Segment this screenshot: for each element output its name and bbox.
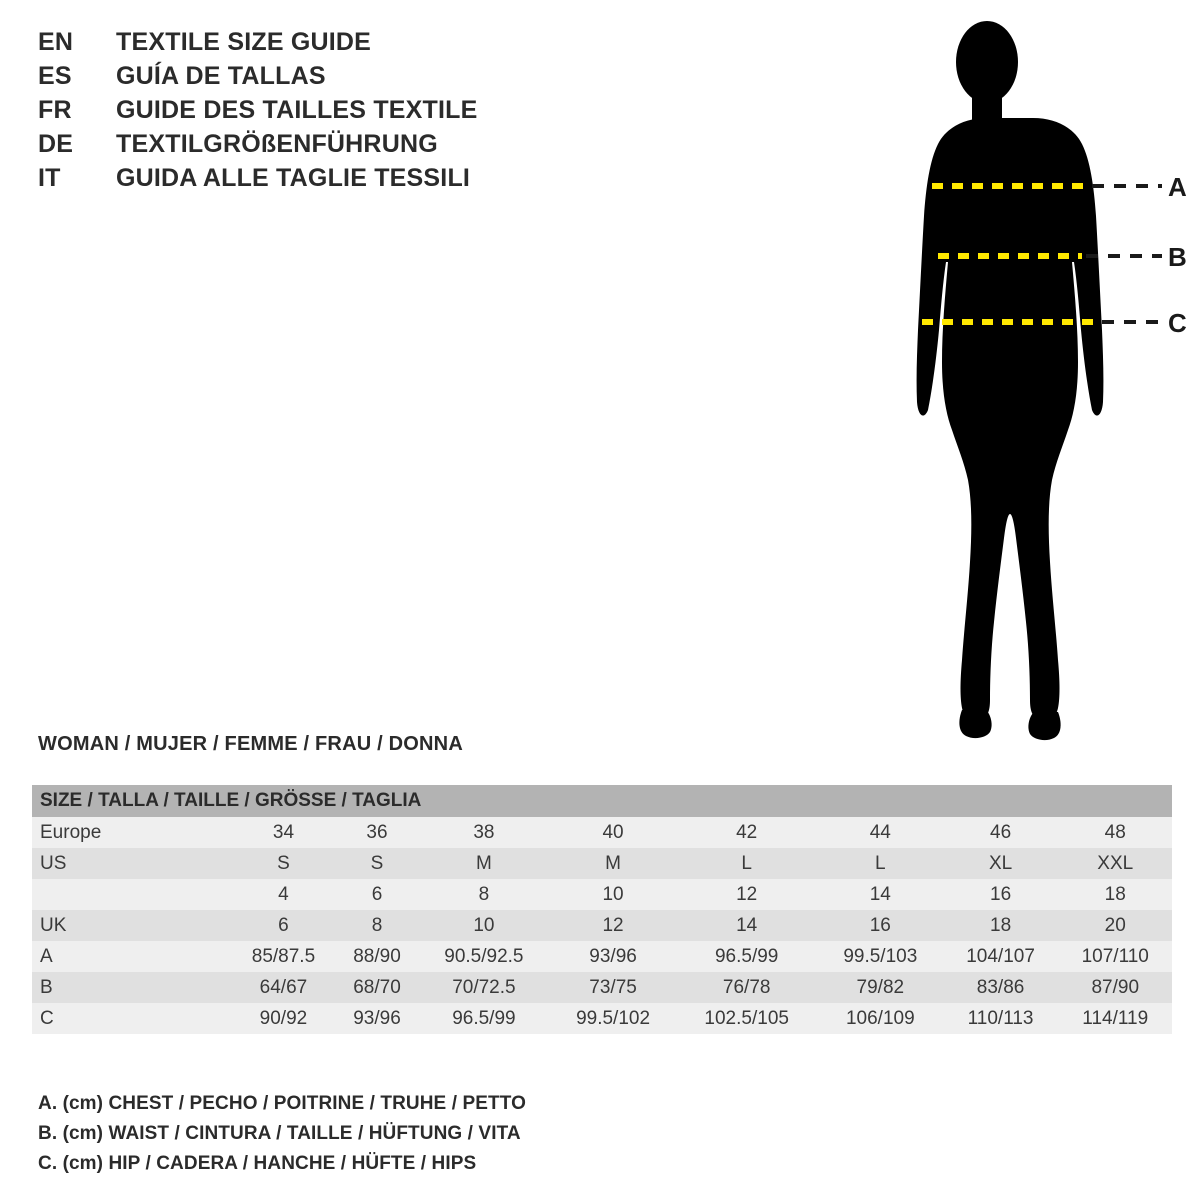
table-cell: 40 (602, 821, 624, 843)
table-cell: 114/119 (1082, 1007, 1149, 1029)
table-cell: 70/72.5 (452, 976, 516, 998)
table-cell: 8 (371, 914, 383, 936)
language-title-list (38, 28, 678, 198)
table-cell: 102.5/105 (704, 1007, 789, 1029)
table-cell: 83/86 (976, 976, 1025, 998)
table-cell: 99.5/102 (576, 1007, 651, 1029)
table-cell: 10 (602, 883, 624, 905)
row-label: A (40, 945, 53, 967)
table-cell: 14 (736, 914, 758, 936)
table-header-row (32, 785, 1172, 817)
language-row (38, 96, 678, 130)
language-code: EN (38, 28, 74, 56)
table-cell: 99.5/103 (843, 945, 918, 967)
table-cell: 6 (278, 914, 289, 936)
table-cell: 46 (990, 821, 1012, 843)
table-row (32, 817, 1172, 848)
language-row (38, 62, 678, 96)
table-cell: 20 (1104, 914, 1126, 936)
table-cell: 42 (736, 821, 758, 843)
table-cell: 79/82 (856, 976, 905, 998)
table-cell: 12 (602, 914, 624, 936)
table-cell: S (370, 852, 384, 874)
table-cell: 14 (869, 883, 891, 905)
table-cell: 87/90 (1091, 976, 1140, 998)
table-cell: 18 (1104, 883, 1126, 905)
table-cell: XXL (1097, 852, 1134, 874)
table-row (32, 941, 1172, 972)
language-code: FR (38, 96, 72, 124)
table-cell: 34 (272, 821, 295, 843)
size-table (32, 785, 1172, 1034)
language-code: ES (38, 62, 72, 90)
language-title: GUIDA ALLE TAGLIE TESSILI (116, 164, 471, 192)
table-cell: 110/113 (967, 1007, 1034, 1029)
table-cell: 93/96 (353, 1007, 401, 1029)
language-row (38, 28, 678, 62)
table-cell: 90/92 (259, 1007, 308, 1029)
measure-label-b: B (1168, 242, 1187, 272)
row-label: C (40, 1007, 54, 1029)
row-label: US (40, 852, 67, 874)
table-cell: XL (988, 852, 1013, 874)
language-title: TEXTILE SIZE GUIDE (116, 28, 372, 56)
table-cell: 16 (990, 883, 1012, 905)
table-cell: S (277, 852, 290, 874)
language-code: IT (38, 164, 61, 192)
table-cell: 48 (1104, 821, 1126, 843)
table-cell: 10 (473, 914, 495, 936)
table-cell: M (475, 852, 492, 874)
table-cell: 16 (869, 914, 891, 936)
table-cell: 104/107 (966, 945, 1035, 967)
female-silhouette-icon (917, 21, 1104, 740)
table-cell: 73/75 (589, 976, 637, 998)
language-title: TEXTILGRÖßENFÜHRUNG (116, 130, 438, 158)
language-code: DE (38, 130, 74, 158)
body-measurement-figure (860, 10, 1190, 750)
table-cell: 88/90 (353, 945, 401, 967)
table-row (32, 848, 1172, 879)
table-cell: 12 (736, 883, 758, 905)
legend-line-b: B. (cm) WAIST / CINTURA / TAILLE / HÜFTUNG / VITA (38, 1123, 521, 1144)
measure-label-a: A (1168, 172, 1187, 202)
table-row (32, 910, 1172, 941)
language-row (38, 130, 678, 164)
table-cell: 76/78 (722, 976, 771, 998)
table-cell: 96.5/99 (452, 1007, 516, 1029)
table-row (32, 879, 1172, 910)
language-title: GUÍA DE TALLAS (116, 62, 326, 90)
language-title: GUIDE DES TAILLES TEXTILE (116, 96, 478, 124)
row-label: UK (40, 914, 67, 936)
table-cell: 6 (371, 883, 383, 905)
row-label: B (40, 976, 53, 998)
table-cell: 106/109 (845, 1007, 915, 1029)
table-row (32, 972, 1172, 1003)
table-cell: 8 (478, 883, 490, 905)
table-cell: 107/110 (1081, 945, 1149, 967)
table-cell: M (605, 852, 621, 874)
section-caption: WOMAN / MUJER / FEMME / FRAU / DONNA (38, 733, 463, 755)
table-cell: 90.5/92.5 (444, 945, 524, 967)
measurement-legend (38, 1089, 526, 1179)
table-cell: 93/96 (589, 945, 637, 967)
table-cell: 85/87.5 (251, 945, 316, 967)
legend-line-a: A. (cm) CHEST / PECHO / POITRINE / TRUHE / PETTO (38, 1093, 526, 1114)
table-cell: L (875, 852, 886, 874)
table-cell: 36 (366, 821, 388, 843)
table-cell: 96.5/99 (714, 945, 779, 967)
row-label (32, 879, 230, 910)
legend-line-c: C. (cm) HIP / CADERA / HANCHE / HÜFTE / HIPS (38, 1153, 477, 1174)
measure-label-c: C (1168, 308, 1187, 338)
table-cell: 38 (473, 821, 495, 843)
table-cell: 18 (990, 914, 1012, 936)
row-label: Europe (40, 821, 102, 843)
table-row (32, 1003, 1172, 1034)
language-row (38, 164, 678, 198)
table-cell: 64/67 (259, 976, 308, 998)
table-cell: 4 (278, 883, 289, 905)
table-cell: L (741, 852, 752, 874)
table-cell: 44 (869, 821, 891, 843)
table-header-title: SIZE / TALLA / TAILLE / GRÖSSE / TAGLIA (32, 785, 1172, 817)
table-cell: 68/70 (353, 976, 401, 998)
